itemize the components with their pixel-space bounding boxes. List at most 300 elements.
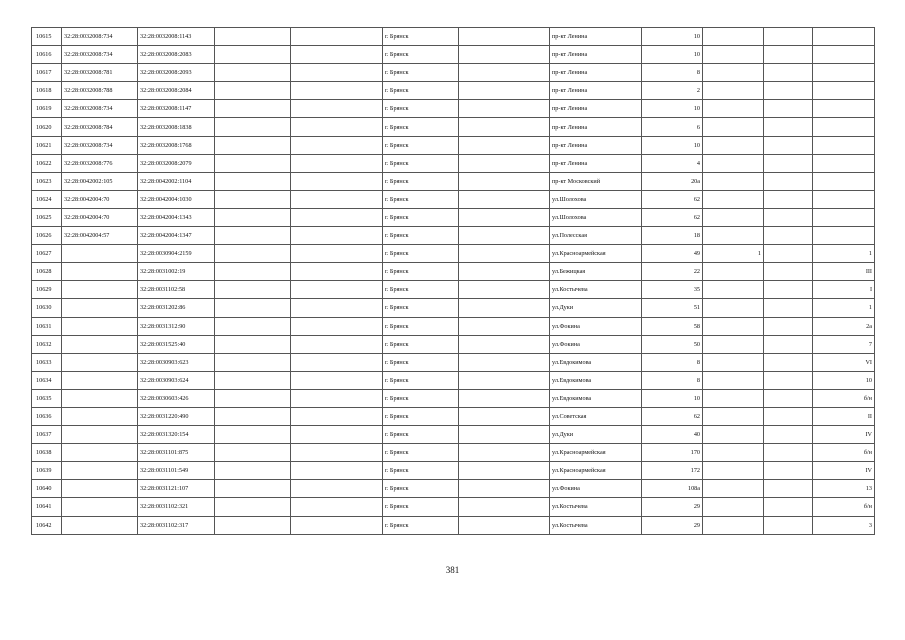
cell-apartment: [813, 28, 875, 46]
cell-street: пр-кт Ленина: [550, 118, 642, 136]
cell-city: г. Брянск: [383, 281, 459, 299]
cell-blank-col-7: [459, 208, 550, 226]
table-row: [32, 28, 875, 46]
cell-object-cadastral-number: 32:28:0042004:1030: [138, 190, 215, 208]
cell-blank-col-4: [215, 353, 291, 371]
cell-row-number: 10619: [32, 100, 62, 118]
cell-structure: [764, 281, 813, 299]
cell-building: 1: [703, 245, 764, 263]
cell-blank-col-4: [215, 263, 291, 281]
cell-city: г. Брянск: [383, 317, 459, 335]
cell-house-number: 10: [642, 28, 703, 46]
cell-blank-col-5: [291, 118, 383, 136]
cell-blank-col-7: [459, 190, 550, 208]
cell-blank-col-5: [291, 426, 383, 444]
cell-row-number: 10617: [32, 64, 62, 82]
cell-parcel-cadastral-number: [62, 444, 138, 462]
cell-street: ул.Фокина: [550, 480, 642, 498]
cell-blank-col-5: [291, 82, 383, 100]
cell-city: г. Брянск: [383, 227, 459, 245]
cell-building: [703, 154, 764, 172]
cell-street: пр-кт Ленина: [550, 154, 642, 172]
cell-street: ул.Советская: [550, 407, 642, 425]
cell-structure: [764, 227, 813, 245]
cell-building: [703, 227, 764, 245]
cell-blank-col-7: [459, 498, 550, 516]
cell-apartment: 1: [813, 245, 875, 263]
cell-house-number: 18: [642, 227, 703, 245]
cell-structure: [764, 208, 813, 226]
cell-blank-col-4: [215, 281, 291, 299]
cell-apartment: I: [813, 281, 875, 299]
cell-blank-col-5: [291, 480, 383, 498]
table-row: [32, 64, 875, 82]
cell-row-number: 10622: [32, 154, 62, 172]
cell-building: [703, 371, 764, 389]
cell-apartment: [813, 118, 875, 136]
cell-structure: [764, 64, 813, 82]
cell-structure: [764, 498, 813, 516]
cell-structure: [764, 353, 813, 371]
cell-structure: [764, 480, 813, 498]
cell-blank-col-7: [459, 245, 550, 263]
cell-apartment: 7: [813, 335, 875, 353]
cell-blank-col-4: [215, 299, 291, 317]
cell-parcel-cadastral-number: 32:28:0032008:734: [62, 100, 138, 118]
cell-blank-col-5: [291, 263, 383, 281]
cell-street: ул.Евдокимова: [550, 371, 642, 389]
cell-building: [703, 462, 764, 480]
cell-structure: [764, 263, 813, 281]
cell-blank-col-4: [215, 335, 291, 353]
cell-house-number: 50: [642, 335, 703, 353]
cell-building: [703, 100, 764, 118]
cell-object-cadastral-number: 32:28:0031102:58: [138, 281, 215, 299]
cell-structure: [764, 136, 813, 154]
cell-street: ул.Бежицкая: [550, 263, 642, 281]
cell-row-number: 10624: [32, 190, 62, 208]
cell-blank-col-4: [215, 154, 291, 172]
cell-house-number: 6: [642, 118, 703, 136]
cell-blank-col-5: [291, 208, 383, 226]
cell-object-cadastral-number: 32:28:0031220:490: [138, 407, 215, 425]
cell-building: [703, 498, 764, 516]
cell-blank-col-7: [459, 407, 550, 425]
cell-city: г. Брянск: [383, 299, 459, 317]
cell-blank-col-7: [459, 227, 550, 245]
table-row: [32, 444, 875, 462]
cell-blank-col-7: [459, 426, 550, 444]
cell-blank-col-4: [215, 118, 291, 136]
cell-house-number: 22: [642, 263, 703, 281]
cell-parcel-cadastral-number: 32:28:0042004:70: [62, 190, 138, 208]
cell-structure: [764, 190, 813, 208]
cell-row-number: 10618: [32, 82, 62, 100]
cell-row-number: 10641: [32, 498, 62, 516]
cell-street: пр-кт Ленина: [550, 64, 642, 82]
cell-structure: [764, 389, 813, 407]
cell-city: г. Брянск: [383, 480, 459, 498]
cell-parcel-cadastral-number: 32:28:0042004:70: [62, 208, 138, 226]
cell-street: пр-кт Ленина: [550, 82, 642, 100]
cell-parcel-cadastral-number: [62, 263, 138, 281]
cell-city: г. Брянск: [383, 100, 459, 118]
cell-apartment: [813, 136, 875, 154]
cell-building: [703, 407, 764, 425]
cell-blank-col-7: [459, 317, 550, 335]
table-row: [32, 426, 875, 444]
cell-city: г. Брянск: [383, 118, 459, 136]
cell-parcel-cadastral-number: [62, 353, 138, 371]
cell-parcel-cadastral-number: [62, 462, 138, 480]
cell-blank-col-4: [215, 46, 291, 64]
cell-blank-col-7: [459, 299, 550, 317]
cell-structure: [764, 462, 813, 480]
cell-parcel-cadastral-number: 32:28:0042004:57: [62, 227, 138, 245]
cell-row-number: 10632: [32, 335, 62, 353]
cell-building: [703, 317, 764, 335]
cell-city: г. Брянск: [383, 263, 459, 281]
cell-row-number: 10639: [32, 462, 62, 480]
cell-street: ул.Красноармейская: [550, 444, 642, 462]
cell-structure: [764, 426, 813, 444]
table-row: [32, 118, 875, 136]
cell-object-cadastral-number: 32:28:0042004:1347: [138, 227, 215, 245]
cell-building: [703, 480, 764, 498]
cell-city: г. Брянск: [383, 389, 459, 407]
cell-blank-col-5: [291, 462, 383, 480]
cell-blank-col-7: [459, 281, 550, 299]
cell-object-cadastral-number: 32:28:0031121:107: [138, 480, 215, 498]
cell-blank-col-7: [459, 335, 550, 353]
cell-blank-col-4: [215, 82, 291, 100]
cell-house-number: 108а: [642, 480, 703, 498]
cell-blank-col-5: [291, 389, 383, 407]
cell-apartment: 13: [813, 480, 875, 498]
cell-house-number: 29: [642, 516, 703, 534]
cell-structure: [764, 444, 813, 462]
cell-house-number: 4: [642, 154, 703, 172]
cell-city: г. Брянск: [383, 154, 459, 172]
cell-blank-col-4: [215, 516, 291, 534]
cell-structure: [764, 299, 813, 317]
cell-blank-col-5: [291, 371, 383, 389]
cell-street: ул.Шолохова: [550, 208, 642, 226]
cell-street: ул.Дуки: [550, 426, 642, 444]
cell-building: [703, 118, 764, 136]
cell-city: г. Брянск: [383, 172, 459, 190]
cell-house-number: 10: [642, 136, 703, 154]
cell-building: [703, 172, 764, 190]
cell-object-cadastral-number: 32:28:0031312:90: [138, 317, 215, 335]
cell-row-number: 10631: [32, 317, 62, 335]
cell-blank-col-5: [291, 245, 383, 263]
cell-structure: [764, 118, 813, 136]
cell-object-cadastral-number: 32:28:0032008:1143: [138, 28, 215, 46]
cell-blank-col-5: [291, 227, 383, 245]
cell-structure: [764, 407, 813, 425]
cell-apartment: III: [813, 263, 875, 281]
cell-structure: [764, 317, 813, 335]
cell-row-number: 10633: [32, 353, 62, 371]
cell-blank-col-4: [215, 28, 291, 46]
cell-street: ул.Евдокимова: [550, 353, 642, 371]
cell-row-number: 10638: [32, 444, 62, 462]
cell-object-cadastral-number: 32:28:0032008:1768: [138, 136, 215, 154]
cell-row-number: 10626: [32, 227, 62, 245]
cell-blank-col-7: [459, 64, 550, 82]
cell-city: г. Брянск: [383, 245, 459, 263]
cell-apartment: [813, 64, 875, 82]
cell-house-number: 172: [642, 462, 703, 480]
cell-building: [703, 136, 764, 154]
cell-blank-col-4: [215, 172, 291, 190]
cell-object-cadastral-number: 32:28:0030603:426: [138, 389, 215, 407]
cell-object-cadastral-number: 32:28:0031320:154: [138, 426, 215, 444]
cell-house-number: 10: [642, 46, 703, 64]
cell-structure: [764, 100, 813, 118]
cell-apartment: [813, 208, 875, 226]
cell-object-cadastral-number: 32:28:0031002:19: [138, 263, 215, 281]
cell-house-number: 2: [642, 82, 703, 100]
cell-blank-col-7: [459, 118, 550, 136]
cell-city: г. Брянск: [383, 407, 459, 425]
cell-blank-col-4: [215, 245, 291, 263]
cell-object-cadastral-number: 32:28:0031101:875: [138, 444, 215, 462]
cell-object-cadastral-number: 32:28:0042002:1104: [138, 172, 215, 190]
cell-apartment: [813, 172, 875, 190]
cell-parcel-cadastral-number: [62, 371, 138, 389]
cell-street: ул.Фокина: [550, 335, 642, 353]
cell-blank-col-5: [291, 64, 383, 82]
cell-city: г. Брянск: [383, 190, 459, 208]
cell-blank-col-4: [215, 64, 291, 82]
cell-structure: [764, 245, 813, 263]
cell-parcel-cadastral-number: [62, 245, 138, 263]
cell-blank-col-4: [215, 389, 291, 407]
cell-apartment: 10: [813, 371, 875, 389]
cell-object-cadastral-number: 32:28:0042004:1343: [138, 208, 215, 226]
cell-blank-col-5: [291, 299, 383, 317]
cell-row-number: 10627: [32, 245, 62, 263]
cell-parcel-cadastral-number: [62, 389, 138, 407]
table-row: [32, 281, 875, 299]
table-row: [32, 480, 875, 498]
cell-house-number: 35: [642, 281, 703, 299]
cell-street: ул.Костычева: [550, 281, 642, 299]
cell-row-number: 10615: [32, 28, 62, 46]
table-row: [32, 317, 875, 335]
table-row: [32, 154, 875, 172]
cell-city: г. Брянск: [383, 208, 459, 226]
cell-house-number: 49: [642, 245, 703, 263]
cell-row-number: 10640: [32, 480, 62, 498]
cell-house-number: 8: [642, 64, 703, 82]
cell-blank-col-5: [291, 100, 383, 118]
cell-blank-col-7: [459, 46, 550, 64]
cell-apartment: [813, 100, 875, 118]
table-row: [32, 407, 875, 425]
cell-street: пр-кт Ленина: [550, 28, 642, 46]
cell-blank-col-5: [291, 190, 383, 208]
cell-street: ул.Шолохова: [550, 190, 642, 208]
cell-parcel-cadastral-number: [62, 299, 138, 317]
cell-city: г. Брянск: [383, 516, 459, 534]
cell-house-number: 58: [642, 317, 703, 335]
cell-city: г. Брянск: [383, 136, 459, 154]
cell-house-number: 40: [642, 426, 703, 444]
cell-city: г. Брянск: [383, 426, 459, 444]
cell-apartment: 3: [813, 516, 875, 534]
cell-building: [703, 82, 764, 100]
cell-blank-col-4: [215, 371, 291, 389]
cell-blank-col-7: [459, 389, 550, 407]
cell-row-number: 10636: [32, 407, 62, 425]
cell-blank-col-7: [459, 516, 550, 534]
cell-blank-col-4: [215, 227, 291, 245]
cell-blank-col-4: [215, 426, 291, 444]
cell-parcel-cadastral-number: [62, 317, 138, 335]
cell-parcel-cadastral-number: [62, 480, 138, 498]
cell-street: пр-кт Ленина: [550, 100, 642, 118]
cell-blank-col-5: [291, 136, 383, 154]
cell-street: пр-кт Московский: [550, 172, 642, 190]
table-row: [32, 82, 875, 100]
cell-row-number: 10629: [32, 281, 62, 299]
cell-apartment: [813, 46, 875, 64]
table-row: [32, 227, 875, 245]
cell-blank-col-7: [459, 371, 550, 389]
cell-apartment: IV: [813, 462, 875, 480]
cell-parcel-cadastral-number: [62, 516, 138, 534]
cell-building: [703, 426, 764, 444]
cell-object-cadastral-number: 32:28:0031525:40: [138, 335, 215, 353]
cell-building: [703, 389, 764, 407]
cell-structure: [764, 28, 813, 46]
table-row: [32, 371, 875, 389]
table-row: [32, 245, 875, 263]
cell-apartment: [813, 154, 875, 172]
table-row: [32, 136, 875, 154]
cell-city: г. Брянск: [383, 371, 459, 389]
cell-blank-col-4: [215, 190, 291, 208]
cell-row-number: 10620: [32, 118, 62, 136]
cell-building: [703, 46, 764, 64]
cell-row-number: 10634: [32, 371, 62, 389]
cell-row-number: 10623: [32, 172, 62, 190]
cell-building: [703, 516, 764, 534]
table-row: [32, 516, 875, 534]
cell-apartment: 2а: [813, 317, 875, 335]
cell-blank-col-4: [215, 462, 291, 480]
table-row: [32, 46, 875, 64]
table-row: [32, 353, 875, 371]
cell-structure: [764, 371, 813, 389]
cell-house-number: 20а: [642, 172, 703, 190]
cell-street: ул.Полесская: [550, 227, 642, 245]
cell-street: ул.Фокина: [550, 317, 642, 335]
cell-building: [703, 299, 764, 317]
cell-structure: [764, 516, 813, 534]
cell-object-cadastral-number: 32:28:0030903:624: [138, 371, 215, 389]
cell-parcel-cadastral-number: 32:28:0032008:776: [62, 154, 138, 172]
cell-object-cadastral-number: 32:28:0032008:1838: [138, 118, 215, 136]
table-row: [32, 498, 875, 516]
cell-street: пр-кт Ленина: [550, 136, 642, 154]
cell-structure: [764, 172, 813, 190]
cell-blank-col-4: [215, 480, 291, 498]
cell-blank-col-5: [291, 281, 383, 299]
cell-blank-col-5: [291, 444, 383, 462]
cell-house-number: 29: [642, 498, 703, 516]
cell-house-number: 10: [642, 100, 703, 118]
cell-building: [703, 444, 764, 462]
cell-city: г. Брянск: [383, 444, 459, 462]
cell-blank-col-5: [291, 353, 383, 371]
cell-blank-col-7: [459, 353, 550, 371]
cell-street: ул.Дуки: [550, 299, 642, 317]
cell-object-cadastral-number: 32:28:0030904:2159: [138, 245, 215, 263]
cell-blank-col-7: [459, 28, 550, 46]
cell-house-number: 62: [642, 407, 703, 425]
cell-apartment: б/н: [813, 444, 875, 462]
cell-building: [703, 64, 764, 82]
cell-city: г. Брянск: [383, 462, 459, 480]
cell-structure: [764, 154, 813, 172]
cell-blank-col-7: [459, 263, 550, 281]
cell-building: [703, 190, 764, 208]
cell-building: [703, 281, 764, 299]
cell-street: ул.Красноармейская: [550, 462, 642, 480]
cell-object-cadastral-number: 32:28:0030903:623: [138, 353, 215, 371]
cell-apartment: [813, 227, 875, 245]
cell-blank-col-7: [459, 444, 550, 462]
table-row: [32, 100, 875, 118]
cell-blank-col-7: [459, 136, 550, 154]
cell-street: ул.Костычева: [550, 498, 642, 516]
cell-city: г. Брянск: [383, 82, 459, 100]
cell-parcel-cadastral-number: 32:28:0032008:784: [62, 118, 138, 136]
table-row: [32, 462, 875, 480]
cell-row-number: 10642: [32, 516, 62, 534]
cell-row-number: 10625: [32, 208, 62, 226]
cell-house-number: 62: [642, 190, 703, 208]
page-number: 381: [445, 565, 460, 575]
cell-object-cadastral-number: 32:28:0031102:321: [138, 498, 215, 516]
cell-street: ул.Костычева: [550, 516, 642, 534]
cell-structure: [764, 335, 813, 353]
cell-house-number: 62: [642, 208, 703, 226]
cell-blank-col-5: [291, 28, 383, 46]
cell-city: г. Брянск: [383, 498, 459, 516]
cell-apartment: II: [813, 407, 875, 425]
cell-parcel-cadastral-number: [62, 281, 138, 299]
cell-structure: [764, 82, 813, 100]
cell-row-number: 10616: [32, 46, 62, 64]
cell-blank-col-4: [215, 407, 291, 425]
cell-blank-col-7: [459, 462, 550, 480]
cell-row-number: 10630: [32, 299, 62, 317]
cell-object-cadastral-number: 32:28:0031202:86: [138, 299, 215, 317]
table-row: [32, 263, 875, 281]
cell-parcel-cadastral-number: [62, 335, 138, 353]
cell-object-cadastral-number: 32:28:0032008:2093: [138, 64, 215, 82]
cell-city: г. Брянск: [383, 46, 459, 64]
cell-parcel-cadastral-number: 32:28:0032008:734: [62, 28, 138, 46]
cell-city: г. Брянск: [383, 353, 459, 371]
cell-row-number: 10637: [32, 426, 62, 444]
cell-apartment: 1: [813, 299, 875, 317]
